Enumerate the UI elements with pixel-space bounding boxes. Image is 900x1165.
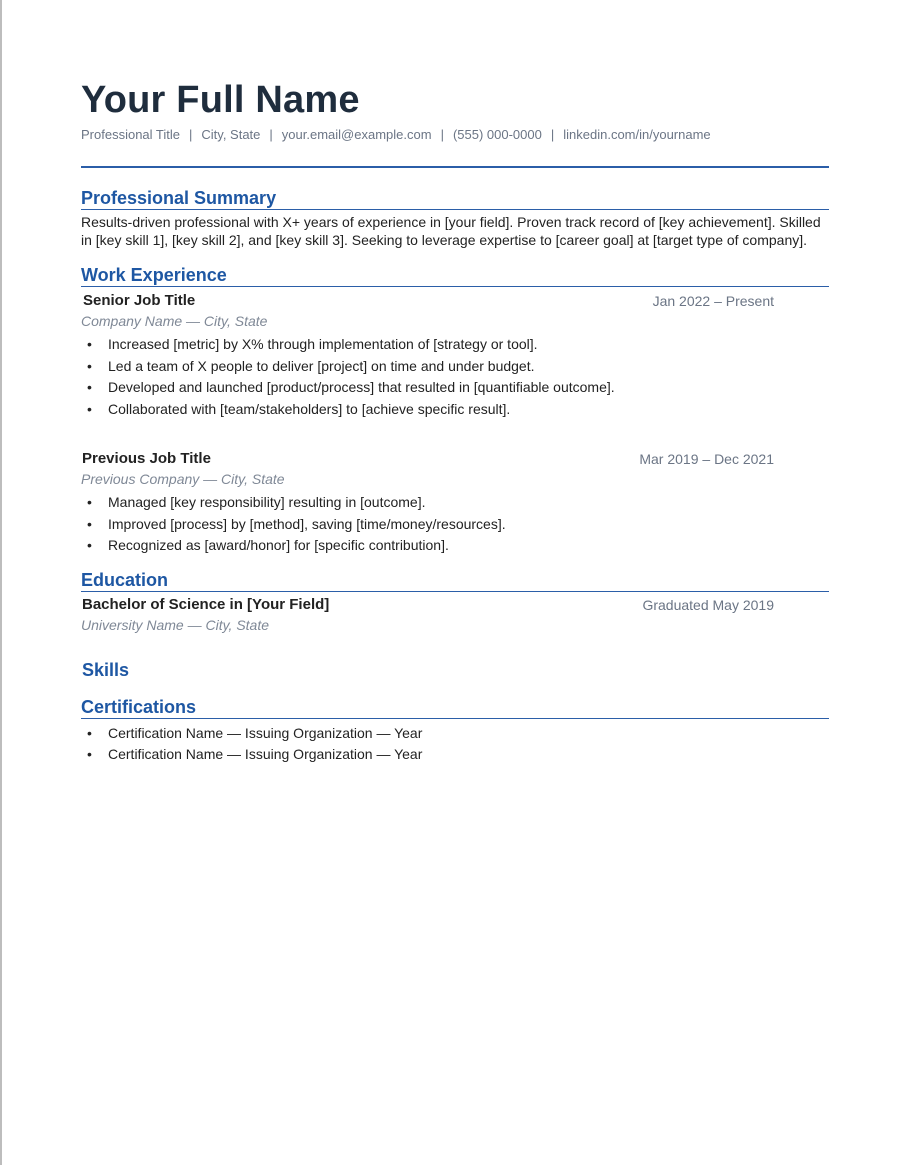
header-divider (81, 166, 829, 168)
bullet-text: Developed and launched [product/process] that resulted in [quantifiable outcome]. (108, 379, 615, 395)
bullet-glyph: • (87, 515, 92, 532)
contact-email: your.email@example.com (281, 127, 432, 142)
job-entry (81, 449, 829, 557)
certification-text: Certification Name — Issuing Organization — Year (108, 746, 423, 762)
bullet-glyph: • (87, 336, 92, 352)
section-title-skills: Skills (82, 659, 130, 680)
contact-location: City, State (201, 127, 261, 142)
list-item (81, 334, 829, 356)
contact-separator: | (550, 127, 555, 142)
section-divider (81, 286, 829, 287)
job-date: Jan 2022 – Present (652, 293, 774, 309)
job-title: Previous Job Title (82, 450, 211, 467)
page-edge (0, 0, 2, 1165)
list-item (81, 514, 829, 536)
list-item (81, 399, 829, 421)
job-bullets (81, 492, 829, 557)
section-divider (81, 209, 829, 210)
bullet-glyph: • (87, 746, 92, 762)
job-company: Company Name — City, State (81, 313, 268, 329)
resume-header (81, 78, 829, 168)
contact-phone: (555) 000-0000 (452, 127, 542, 142)
summary-section (81, 187, 829, 249)
school-name: University Name — City, State (81, 616, 270, 633)
contact-separator: | (269, 127, 273, 142)
list-item (81, 535, 829, 557)
section-title-certifications: Certifications (81, 696, 197, 717)
bullet-text: Increased [metric] by X% through implementation of [strategy or tool]. (108, 336, 538, 352)
job-header (81, 291, 829, 311)
job-bullets (81, 334, 829, 420)
skills-section (81, 659, 829, 681)
section-title-work-experience: Work Experience (81, 265, 227, 285)
list-item (81, 492, 829, 514)
contact-linkedin: linkedin.com/in/yourname (563, 127, 711, 142)
bullet-glyph: • (87, 357, 92, 374)
section-title-summary: Professional Summary (81, 188, 277, 208)
bullet-glyph: • (87, 400, 92, 417)
education-section (81, 569, 829, 634)
contact-separator: | (189, 127, 193, 142)
job-company: Previous Company — City, State (81, 471, 285, 487)
list-item (81, 744, 829, 766)
certification-list (81, 723, 829, 766)
bullet-glyph: • (87, 379, 92, 395)
section-divider (81, 591, 829, 592)
bullet-glyph: • (87, 537, 92, 553)
bullet-text: Improved [process] by [method], saving [time/money/resources]. (108, 515, 506, 532)
job-entry (81, 291, 829, 420)
section-title-education: Education (81, 569, 169, 590)
certifications-section (81, 696, 829, 766)
list-item (81, 377, 829, 399)
contact-separator: | (440, 127, 444, 142)
work-experience-section (81, 264, 829, 557)
job-title: Senior Job Title (83, 292, 196, 309)
list-item (81, 723, 829, 745)
graduation-date: Graduated May 2019 (642, 596, 774, 613)
degree-title: Bachelor of Science in [Your Field] (82, 595, 330, 613)
bullet-text: Recognized as [award/honor] for [specific contribution]. (108, 537, 449, 553)
contact-professional-title: Professional Title (81, 127, 180, 142)
education-header (81, 595, 829, 615)
section-divider (81, 718, 829, 719)
bullet-text: Led a team of X people to deliver [project] on time and under budget. (108, 357, 535, 374)
bullet-text: Managed [key responsibility] resulting in [outcome]. (108, 494, 426, 510)
full-name: Your Full Name (81, 79, 360, 121)
job-date: Mar 2019 – Dec 2021 (639, 451, 774, 467)
bullet-glyph: • (87, 724, 92, 741)
certification-text: Certification Name — Issuing Organization — Year (108, 724, 423, 741)
contact-line (81, 126, 829, 144)
list-item (81, 356, 829, 378)
job-header (81, 449, 829, 469)
bullet-text: Collaborated with [team/stakeholders] to [achieve specific result]. (108, 400, 511, 417)
summary-text: Results-driven professional with X+ years of experience in [your field]. Proven track record of [key achievement]. Skilled in [key skill 1], [key skill 2], and [key skill 3]. Seeking to leverage expertise to [career goal] at [target type of company]. (81, 214, 821, 248)
bullet-glyph: • (87, 494, 92, 510)
resume-page (81, 78, 829, 766)
